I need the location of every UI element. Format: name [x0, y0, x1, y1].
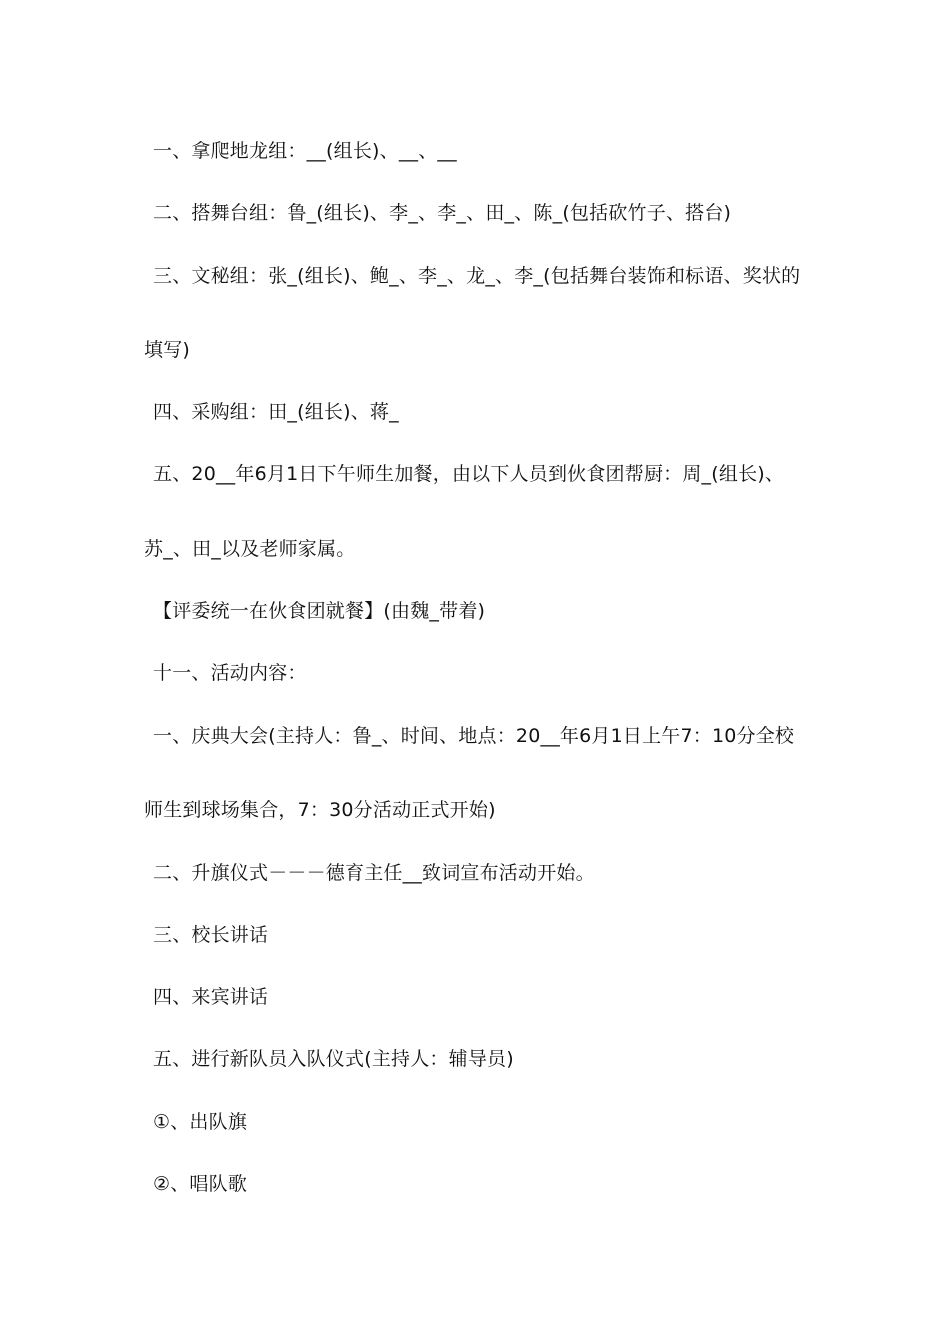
ceremony-line: 一、庆典大会(主持人：鲁_、时间、地点：20__年6月1日上午7：10分全校: [153, 725, 795, 747]
list-item-flag: ①、出队旗: [153, 1111, 248, 1133]
list-item-song: ②、唱队歌: [153, 1173, 248, 1195]
principal-speech-line: 三、校长讲话: [153, 924, 269, 946]
ceremony-line-cont: 师生到球场集合，7：30分活动正式开始): [144, 799, 496, 821]
group-secretary-line-cont: 填写): [144, 339, 191, 361]
group-purchase-line: 四、采购组：田_(组长)、蒋_: [153, 401, 399, 423]
kitchen-help-line: 五、20__年6月1日下午师生加餐，由以下人员到伙食团帮厨：周_(组长)、: [153, 463, 785, 485]
group-secretary-line: 三、文秘组：张_(组长)、鲍_、李_、龙_、李_(包括舞台装饰和标语、奖状的: [153, 265, 801, 287]
group-stage-line: 二、搭舞台组：鲁_(组长)、李_、李_、田_、陈_(包括砍竹子、搭台): [153, 202, 732, 224]
group-paqdilong-line: 一、拿爬地龙组：__(组长)、__、__: [153, 140, 457, 162]
guest-speech-line: 四、来宾讲话: [153, 986, 269, 1008]
induction-ceremony-line: 五、进行新队员入队仪式(主持人：辅导员): [153, 1048, 514, 1070]
kitchen-help-line-cont: 苏_、田_以及老师家属。: [144, 538, 356, 560]
flag-raising-line: 二、升旗仪式－－－德育主任__致词宣布活动开始。: [153, 862, 595, 884]
section-heading-activities: 十一、活动内容：: [153, 662, 307, 684]
judges-meal-note: 【评委统一在伙食团就餐】(由魏_带着): [153, 600, 486, 622]
